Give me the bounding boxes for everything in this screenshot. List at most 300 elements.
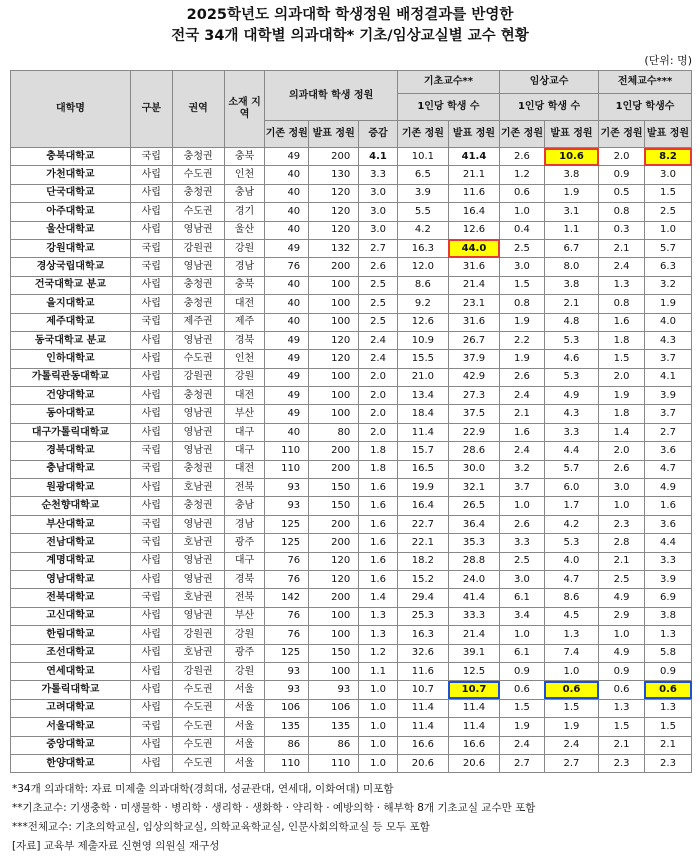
table-row xyxy=(11,148,692,166)
table-row xyxy=(11,662,692,680)
cell-type: 사립 xyxy=(130,295,172,313)
cell-c-old: 3.7 xyxy=(500,479,545,497)
cell-q-old: 110 xyxy=(265,460,309,478)
cell-q-old: 93 xyxy=(265,497,309,515)
cell-t-old: 1.3 xyxy=(599,699,645,717)
cell-loc: 광주 xyxy=(224,534,265,552)
cell-name: 대구가톨릭대학교 xyxy=(11,423,131,441)
cell-q-new: 120 xyxy=(309,350,359,368)
table-row xyxy=(11,534,692,552)
cell-q-new: 200 xyxy=(309,589,359,607)
cell-c-old: 6.1 xyxy=(500,644,545,662)
cell-inc: 3.0 xyxy=(359,184,398,202)
cell-q-new: 120 xyxy=(309,570,359,588)
cell-c-old: 0.8 xyxy=(500,295,545,313)
cell-b-old: 12.6 xyxy=(397,313,448,331)
table-row xyxy=(11,203,692,221)
cell-t-new: 3.8 xyxy=(644,607,691,625)
cell-q-new: 100 xyxy=(309,387,359,405)
cell-c-old: 2.7 xyxy=(500,754,545,772)
cell-loc: 경남 xyxy=(224,258,265,276)
cell-loc: 경북 xyxy=(224,331,265,349)
cell-b-new: 16.6 xyxy=(448,736,499,754)
cell-t-old: 4.9 xyxy=(599,589,645,607)
cell-inc: 4.1 xyxy=(359,148,398,166)
cell-type: 사립 xyxy=(130,221,172,239)
cell-t-old: 0.6 xyxy=(599,681,645,699)
footnote-3: ***전체교수: 기초의학교실, 임상의학교실, 의학교육학교실, 인문사회의학교실 등 모두 포함 xyxy=(12,821,430,834)
cell-t-old: 2.0 xyxy=(599,442,645,460)
cell-region: 영남권 xyxy=(172,607,224,625)
cell-loc: 강원 xyxy=(224,626,265,644)
cell-b-old: 15.5 xyxy=(397,350,448,368)
cell-t-old: 2.9 xyxy=(599,607,645,625)
table-row xyxy=(11,497,692,515)
cell-region: 영남권 xyxy=(172,331,224,349)
table-row xyxy=(11,313,692,331)
cell-c-new: 4.6 xyxy=(544,350,598,368)
cell-loc: 충북 xyxy=(224,148,265,166)
cell-t-new: 1.3 xyxy=(644,626,691,644)
cell-b-new: 35.3 xyxy=(448,534,499,552)
cell-t-new: 2.7 xyxy=(644,423,691,441)
cell-t-new: 3.3 xyxy=(644,552,691,570)
footnote-1: *34개 의과대학: 자료 미제출 의과대학(경희대, 성균관대, 연세대, 이화여대) 미포함 xyxy=(12,783,394,796)
cell-q-new: 120 xyxy=(309,203,359,221)
cell-t-old: 0.8 xyxy=(599,203,645,221)
cell-q-new: 100 xyxy=(309,607,359,625)
cell-loc: 대전 xyxy=(224,387,265,405)
cell-c-new: 4.4 xyxy=(544,442,598,460)
cell-q-new: 93 xyxy=(309,681,359,699)
cell-b-old: 11.4 xyxy=(397,423,448,441)
cell-region: 수도권 xyxy=(172,699,224,717)
cell-q-new: 100 xyxy=(309,405,359,423)
cell-inc: 2.5 xyxy=(359,295,398,313)
cell-t-new: 4.3 xyxy=(644,331,691,349)
cell-loc: 서울 xyxy=(224,754,265,772)
cell-t-new: 5.7 xyxy=(644,239,691,257)
cell-t-old: 1.6 xyxy=(599,313,645,331)
cell-q-old: 76 xyxy=(265,570,309,588)
cell-b-old: 11.4 xyxy=(397,718,448,736)
cell-c-new: 0.6 xyxy=(544,681,598,699)
cell-c-new: 1.9 xyxy=(544,718,598,736)
cell-region: 충청권 xyxy=(172,148,224,166)
cell-c-new: 1.5 xyxy=(544,699,598,717)
cell-t-old: 2.0 xyxy=(599,368,645,386)
header-location: 소재 지역 xyxy=(224,71,265,148)
cell-c-new: 4.9 xyxy=(544,387,598,405)
cell-type: 사립 xyxy=(130,387,172,405)
cell-inc: 1.3 xyxy=(359,626,398,644)
cell-inc: 2.7 xyxy=(359,239,398,257)
cell-b-old: 3.9 xyxy=(397,184,448,202)
cell-region: 호남권 xyxy=(172,479,224,497)
cell-c-old: 3.4 xyxy=(500,607,545,625)
cell-t-old: 2.5 xyxy=(599,570,645,588)
cell-inc: 1.0 xyxy=(359,718,398,736)
cell-c-new: 8.0 xyxy=(544,258,598,276)
cell-t-new: 3.6 xyxy=(644,515,691,533)
cell-name: 전남대학교 xyxy=(11,534,131,552)
cell-q-old: 40 xyxy=(265,166,309,184)
cell-q-old: 40 xyxy=(265,295,309,313)
header-total-existing: 기존 정원 xyxy=(599,121,645,148)
cell-q-old: 49 xyxy=(265,331,309,349)
cell-b-old: 15.7 xyxy=(397,442,448,460)
cell-region: 영남권 xyxy=(172,221,224,239)
cell-inc: 1.4 xyxy=(359,589,398,607)
cell-b-new: 28.8 xyxy=(448,552,499,570)
cell-c-old: 0.4 xyxy=(500,221,545,239)
cell-b-old: 18.4 xyxy=(397,405,448,423)
cell-b-new: 41.4 xyxy=(448,148,499,166)
cell-b-old: 11.6 xyxy=(397,662,448,680)
cell-name: 건양대학교 xyxy=(11,387,131,405)
cell-t-old: 1.5 xyxy=(599,350,645,368)
cell-b-old: 10.1 xyxy=(397,148,448,166)
cell-type: 사립 xyxy=(130,736,172,754)
cell-b-old: 5.5 xyxy=(397,203,448,221)
cell-t-new: 2.1 xyxy=(644,736,691,754)
cell-region: 충청권 xyxy=(172,460,224,478)
cell-type: 사립 xyxy=(130,497,172,515)
cell-region: 강원권 xyxy=(172,662,224,680)
cell-name: 경상국립대학교 xyxy=(11,258,131,276)
cell-b-new: 16.4 xyxy=(448,203,499,221)
cell-c-old: 6.1 xyxy=(500,589,545,607)
cell-b-new: 11.4 xyxy=(448,699,499,717)
cell-c-old: 1.9 xyxy=(500,718,545,736)
table-row xyxy=(11,276,692,294)
header-university: 대학명 xyxy=(11,71,131,148)
cell-t-new: 3.0 xyxy=(644,166,691,184)
cell-type: 사립 xyxy=(130,570,172,588)
cell-t-new: 4.7 xyxy=(644,460,691,478)
cell-loc: 서울 xyxy=(224,699,265,717)
cell-inc: 3.0 xyxy=(359,203,398,221)
cell-loc: 전북 xyxy=(224,589,265,607)
cell-q-new: 150 xyxy=(309,644,359,662)
cell-name: 가톨릭관동대학교 xyxy=(11,368,131,386)
cell-q-old: 93 xyxy=(265,662,309,680)
cell-b-new: 11.4 xyxy=(448,718,499,736)
cell-name: 한양대학교 xyxy=(11,754,131,772)
cell-loc: 대전 xyxy=(224,295,265,313)
cell-b-old: 21.0 xyxy=(397,368,448,386)
cell-t-new: 3.9 xyxy=(644,387,691,405)
header-basic-group: 기초교수** xyxy=(397,71,499,94)
cell-c-old: 1.0 xyxy=(500,497,545,515)
cell-c-new: 1.1 xyxy=(544,221,598,239)
cell-region: 수도권 xyxy=(172,166,224,184)
cell-t-new: 4.0 xyxy=(644,313,691,331)
cell-c-old: 2.5 xyxy=(500,239,545,257)
table-row xyxy=(11,184,692,202)
table-row xyxy=(11,644,692,662)
cell-loc: 강원 xyxy=(224,239,265,257)
cell-type: 국립 xyxy=(130,534,172,552)
header-basic-existing: 기존 정원 xyxy=(397,121,448,148)
cell-b-old: 8.6 xyxy=(397,276,448,294)
header-total-sub: 1인당 학생수 xyxy=(599,94,692,121)
cell-b-new: 24.0 xyxy=(448,570,499,588)
cell-c-old: 1.2 xyxy=(500,166,545,184)
table-row xyxy=(11,331,692,349)
cell-b-new: 39.1 xyxy=(448,644,499,662)
cell-c-old: 3.3 xyxy=(500,534,545,552)
cell-b-new: 21.1 xyxy=(448,166,499,184)
cell-b-new: 42.9 xyxy=(448,368,499,386)
cell-loc: 강원 xyxy=(224,368,265,386)
cell-t-old: 0.9 xyxy=(599,662,645,680)
cell-b-old: 9.2 xyxy=(397,295,448,313)
cell-region: 수도권 xyxy=(172,718,224,736)
cell-type: 사립 xyxy=(130,754,172,772)
cell-t-old: 1.8 xyxy=(599,405,645,423)
cell-q-old: 49 xyxy=(265,405,309,423)
cell-loc: 부산 xyxy=(224,405,265,423)
header-region: 권역 xyxy=(172,71,224,148)
header-quota-existing: 기존 정원 xyxy=(265,121,309,148)
cell-type: 국립 xyxy=(130,313,172,331)
cell-t-new: 5.8 xyxy=(644,644,691,662)
cell-t-old: 1.0 xyxy=(599,626,645,644)
table-row xyxy=(11,718,692,736)
cell-c-old: 2.6 xyxy=(500,368,545,386)
cell-inc: 2.6 xyxy=(359,258,398,276)
cell-t-old: 2.1 xyxy=(599,552,645,570)
cell-type: 사립 xyxy=(130,423,172,441)
cell-region: 호남권 xyxy=(172,644,224,662)
cell-b-new: 37.9 xyxy=(448,350,499,368)
cell-b-old: 20.6 xyxy=(397,754,448,772)
cell-t-new: 6.3 xyxy=(644,258,691,276)
cell-region: 호남권 xyxy=(172,589,224,607)
source-note: [자료] 교육부 제출자료 신현영 의원실 재구성 xyxy=(12,840,220,853)
cell-c-new: 3.8 xyxy=(544,166,598,184)
cell-inc: 1.6 xyxy=(359,515,398,533)
table-row xyxy=(11,239,692,257)
cell-t-new: 3.6 xyxy=(644,442,691,460)
cell-q-old: 135 xyxy=(265,718,309,736)
cell-name: 경북대학교 xyxy=(11,442,131,460)
cell-name: 고신대학교 xyxy=(11,607,131,625)
cell-inc: 2.4 xyxy=(359,350,398,368)
cell-t-old: 4.9 xyxy=(599,644,645,662)
cell-b-new: 11.6 xyxy=(448,184,499,202)
table-row xyxy=(11,552,692,570)
cell-t-old: 2.1 xyxy=(599,736,645,754)
table-row xyxy=(11,387,692,405)
cell-t-old: 1.0 xyxy=(599,497,645,515)
cell-region: 수도권 xyxy=(172,203,224,221)
cell-c-new: 5.3 xyxy=(544,331,598,349)
cell-name: 강원대학교 xyxy=(11,239,131,257)
cell-b-new: 31.6 xyxy=(448,313,499,331)
cell-region: 수도권 xyxy=(172,736,224,754)
header-basic-announced: 발표 정원 xyxy=(448,121,499,148)
cell-t-new: 6.9 xyxy=(644,589,691,607)
cell-b-old: 19.9 xyxy=(397,479,448,497)
header-basic-sub: 1인당 학생 수 xyxy=(397,94,499,121)
cell-q-new: 135 xyxy=(309,718,359,736)
cell-type: 사립 xyxy=(130,662,172,680)
cell-name: 충남대학교 xyxy=(11,460,131,478)
cell-c-old: 0.9 xyxy=(500,662,545,680)
cell-inc: 2.5 xyxy=(359,276,398,294)
cell-region: 영남권 xyxy=(172,442,224,460)
cell-loc: 경기 xyxy=(224,203,265,221)
cell-c-old: 2.5 xyxy=(500,552,545,570)
cell-b-new: 32.1 xyxy=(448,479,499,497)
table-row xyxy=(11,405,692,423)
cell-b-old: 16.6 xyxy=(397,736,448,754)
cell-inc: 1.6 xyxy=(359,479,398,497)
footnote-2: **기초교수: 기생충학 · 미생물학 · 병리학 · 생리학 · 생화학 · 약리학 · 예방의학 · 해부학 8개 기초교실 교수만 포함 xyxy=(12,802,536,815)
cell-c-new: 6.7 xyxy=(544,239,598,257)
cell-region: 영남권 xyxy=(172,258,224,276)
cell-c-new: 5.7 xyxy=(544,460,598,478)
cell-c-old: 2.2 xyxy=(500,331,545,349)
cell-name: 영남대학교 xyxy=(11,570,131,588)
cell-t-old: 1.5 xyxy=(599,718,645,736)
cell-q-new: 100 xyxy=(309,626,359,644)
cell-name: 순천향대학교 xyxy=(11,497,131,515)
cell-t-old: 2.0 xyxy=(599,148,645,166)
cell-t-new: 3.7 xyxy=(644,350,691,368)
cell-b-old: 12.0 xyxy=(397,258,448,276)
cell-c-new: 4.2 xyxy=(544,515,598,533)
cell-b-old: 22.7 xyxy=(397,515,448,533)
cell-c-new: 2.7 xyxy=(544,754,598,772)
cell-type: 사립 xyxy=(130,626,172,644)
cell-name: 을지대학교 xyxy=(11,295,131,313)
cell-b-old: 29.4 xyxy=(397,589,448,607)
cell-type: 국립 xyxy=(130,258,172,276)
table-row xyxy=(11,221,692,239)
cell-c-new: 3.3 xyxy=(544,423,598,441)
header-quota-announced: 발표 정원 xyxy=(309,121,359,148)
cell-c-new: 4.5 xyxy=(544,607,598,625)
cell-t-new: 8.2 xyxy=(644,148,691,166)
cell-region: 영남권 xyxy=(172,552,224,570)
cell-b-old: 15.2 xyxy=(397,570,448,588)
cell-t-new: 1.0 xyxy=(644,221,691,239)
cell-loc: 광주 xyxy=(224,644,265,662)
cell-q-old: 125 xyxy=(265,534,309,552)
cell-inc: 1.0 xyxy=(359,699,398,717)
cell-inc: 1.0 xyxy=(359,681,398,699)
cell-b-old: 22.1 xyxy=(397,534,448,552)
cell-b-new: 21.4 xyxy=(448,626,499,644)
cell-q-new: 120 xyxy=(309,552,359,570)
cell-t-old: 1.9 xyxy=(599,387,645,405)
cell-q-old: 40 xyxy=(265,184,309,202)
cell-type: 사립 xyxy=(130,479,172,497)
cell-name: 인하대학교 xyxy=(11,350,131,368)
cell-q-old: 40 xyxy=(265,423,309,441)
cell-t-old: 3.0 xyxy=(599,479,645,497)
cell-type: 국립 xyxy=(130,718,172,736)
cell-b-new: 26.5 xyxy=(448,497,499,515)
cell-inc: 2.0 xyxy=(359,368,398,386)
cell-name: 건국대학교 분교 xyxy=(11,276,131,294)
cell-q-new: 80 xyxy=(309,423,359,441)
cell-t-new: 1.5 xyxy=(644,718,691,736)
cell-region: 영남권 xyxy=(172,423,224,441)
cell-b-new: 26.7 xyxy=(448,331,499,349)
cell-type: 국립 xyxy=(130,589,172,607)
cell-inc: 1.6 xyxy=(359,552,398,570)
cell-name: 계명대학교 xyxy=(11,552,131,570)
cell-t-new: 1.6 xyxy=(644,497,691,515)
cell-q-new: 150 xyxy=(309,479,359,497)
cell-c-old: 3.2 xyxy=(500,460,545,478)
cell-c-old: 1.0 xyxy=(500,203,545,221)
table-row xyxy=(11,699,692,717)
cell-t-old: 2.3 xyxy=(599,515,645,533)
cell-b-old: 18.2 xyxy=(397,552,448,570)
cell-b-old: 16.5 xyxy=(397,460,448,478)
table-row xyxy=(11,754,692,772)
cell-type: 사립 xyxy=(130,681,172,699)
cell-c-old: 0.6 xyxy=(500,184,545,202)
header-quota-increase: 증감 xyxy=(359,121,398,148)
cell-b-old: 25.3 xyxy=(397,607,448,625)
cell-inc: 2.0 xyxy=(359,405,398,423)
cell-c-old: 2.4 xyxy=(500,387,545,405)
cell-inc: 3.0 xyxy=(359,221,398,239)
cell-type: 국립 xyxy=(130,148,172,166)
cell-b-new: 30.0 xyxy=(448,460,499,478)
cell-t-new: 2.3 xyxy=(644,754,691,772)
cell-b-new: 37.5 xyxy=(448,405,499,423)
cell-t-old: 2.8 xyxy=(599,534,645,552)
table-row xyxy=(11,350,692,368)
cell-loc: 경남 xyxy=(224,515,265,533)
cell-type: 사립 xyxy=(130,607,172,625)
cell-type: 사립 xyxy=(130,166,172,184)
cell-b-old: 16.4 xyxy=(397,497,448,515)
cell-c-old: 1.0 xyxy=(500,626,545,644)
cell-q-old: 49 xyxy=(265,368,309,386)
cell-inc: 2.5 xyxy=(359,313,398,331)
cell-loc: 강원 xyxy=(224,662,265,680)
cell-region: 충청권 xyxy=(172,276,224,294)
cell-t-old: 0.3 xyxy=(599,221,645,239)
cell-c-old: 1.6 xyxy=(500,423,545,441)
cell-inc: 1.8 xyxy=(359,442,398,460)
cell-c-new: 10.6 xyxy=(544,148,598,166)
table-row xyxy=(11,368,692,386)
cell-loc: 충북 xyxy=(224,276,265,294)
cell-q-old: 49 xyxy=(265,239,309,257)
cell-b-new: 21.4 xyxy=(448,276,499,294)
cell-q-new: 100 xyxy=(309,313,359,331)
cell-q-old: 106 xyxy=(265,699,309,717)
cell-loc: 인천 xyxy=(224,350,265,368)
cell-inc: 1.0 xyxy=(359,754,398,772)
cell-b-new: 10.7 xyxy=(448,681,499,699)
cell-loc: 서울 xyxy=(224,736,265,754)
cell-name: 연세대학교 xyxy=(11,662,131,680)
cell-q-old: 76 xyxy=(265,258,309,276)
cell-c-old: 2.6 xyxy=(500,515,545,533)
cell-t-new: 1.9 xyxy=(644,295,691,313)
cell-type: 국립 xyxy=(130,515,172,533)
